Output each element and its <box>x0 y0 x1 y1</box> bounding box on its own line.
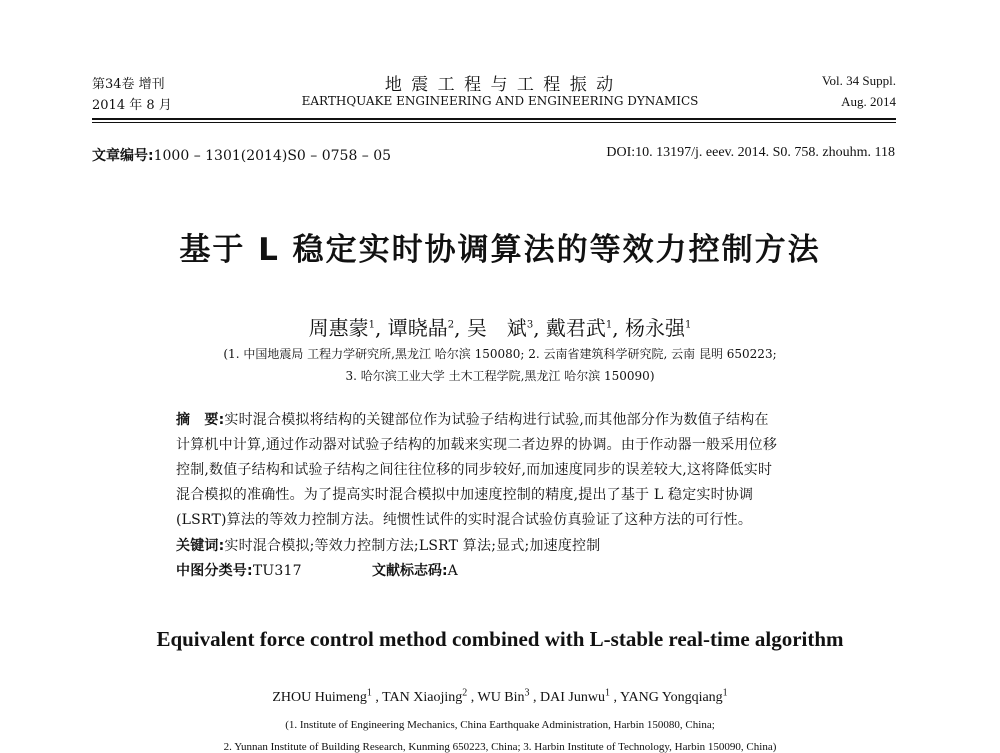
doi: DOI:10. 13197/j. eeev. 2014. S0. 758. zhouhm. 118 <box>606 145 895 160</box>
article-number <box>92 145 391 165</box>
abstract-label: 摘 要: <box>176 412 225 428</box>
header-rule <box>92 118 896 120</box>
document-code <box>372 560 458 580</box>
abstract-line: 混合模拟的准确性。为了提高实时混合模拟中加速度控制的精度,提出了基于 L 稳定实时协调 <box>176 487 754 503</box>
doc-code-label: 文献标志码: <box>372 563 448 579</box>
keywords-label: 关键词: <box>176 538 225 554</box>
affiliation-en-line: (1. Institute of Engineering Mechanics, China Earthquake Administration, Harbin 150080, China; <box>285 719 715 731</box>
author-en: DAI Junwu$^1$ , <box>540 687 617 705</box>
volume-en: Vol. 34 Suppl. <box>821 73 896 88</box>
author-cn: 吴 斌$^3$, <box>466 316 540 340</box>
affiliation-en-line: 2. Yunnan Institute of Building Research, Kunming 650223, China; 3. Harbin Institute of Technology, Harbin 150090, China) <box>223 741 777 753</box>
affiliation-cn-line: 3. 哈尔滨工业大学 土木工程学院,黑龙江 哈尔滨 150090) <box>345 369 655 383</box>
abstract-line: 计算机中计算,通过作动器对试验子结构的加载来实现二者边界的协调。由于作动器一般采用位移 <box>176 437 778 453</box>
author-en: YANG Yongqiang$^1$ <box>619 687 728 705</box>
journal-title-cn: 地 震 工 程 与 工 程 振 动 <box>384 75 616 95</box>
clc-number <box>176 560 302 580</box>
keywords <box>176 535 600 555</box>
volume-cn: 第34卷 增刊 <box>92 77 165 92</box>
author-cn: 戴君武$^1$, <box>545 316 619 340</box>
abstract-line: 摘 要:实时混合模拟将结构的关键部位作为试验子结构进行试验,而其他部分作为数值子结构在 <box>176 412 769 428</box>
article-number-value: 1000 – 1301(2014)S0 – 0758 – 05 <box>153 148 392 164</box>
journal-title-en: EARTHQUAKE ENGINEERING AND ENGINEERING DYNAMICS <box>301 94 699 108</box>
clc-label: 中图分类号: <box>176 563 253 579</box>
abstract-line: 控制,数值子结构和试验子结构之间往往位移的同步较好,而加速度同步的误差较大,这将降低实时 <box>176 462 773 478</box>
paper-title-cn: 基于 L 稳定实时协调算法的等效力控制方法 <box>179 232 821 268</box>
authors-cn <box>0 312 1000 341</box>
date-cn: 2014 年 8 月 <box>92 98 172 113</box>
doc-code-value: A <box>447 563 458 579</box>
author-cn: 杨永强$^1$ <box>625 316 692 340</box>
date-en: Aug. 2014 <box>841 94 896 109</box>
affiliation-cn-line: (1. 中国地震局 工程力学研究所,黑龙江 哈尔滨 150080; 2. 云南省建筑科学研究院, 云南 昆明 650223; <box>223 347 777 361</box>
authors-en <box>0 687 1000 706</box>
author-en: ZHOU Huimeng$^1$ , <box>272 687 379 705</box>
paper-title-en: Equivalent force control method combined with L-stable real-time algorithm <box>156 627 844 651</box>
author-cn: 谭晓晶$^2$, <box>387 316 461 340</box>
header-rule-thin <box>92 122 896 123</box>
clc-value: TU317 <box>252 563 302 579</box>
author-en: TAN Xiaojing$^2$ , <box>382 687 475 705</box>
author-cn: 周惠蒙$^1$, <box>308 316 382 340</box>
abstract-line: (LSRT)算法的等效力控制方法。纯惯性试件的实时混合试验仿真验证了这种方法的可行性。 <box>176 512 753 528</box>
author-en: WU Bin$^3$ , <box>477 687 537 705</box>
article-number-label: 文章编号: <box>92 148 154 164</box>
keywords-value: 实时混合模拟;等效力控制方法;LSRT 算法;显式;加速度控制 <box>224 538 601 554</box>
